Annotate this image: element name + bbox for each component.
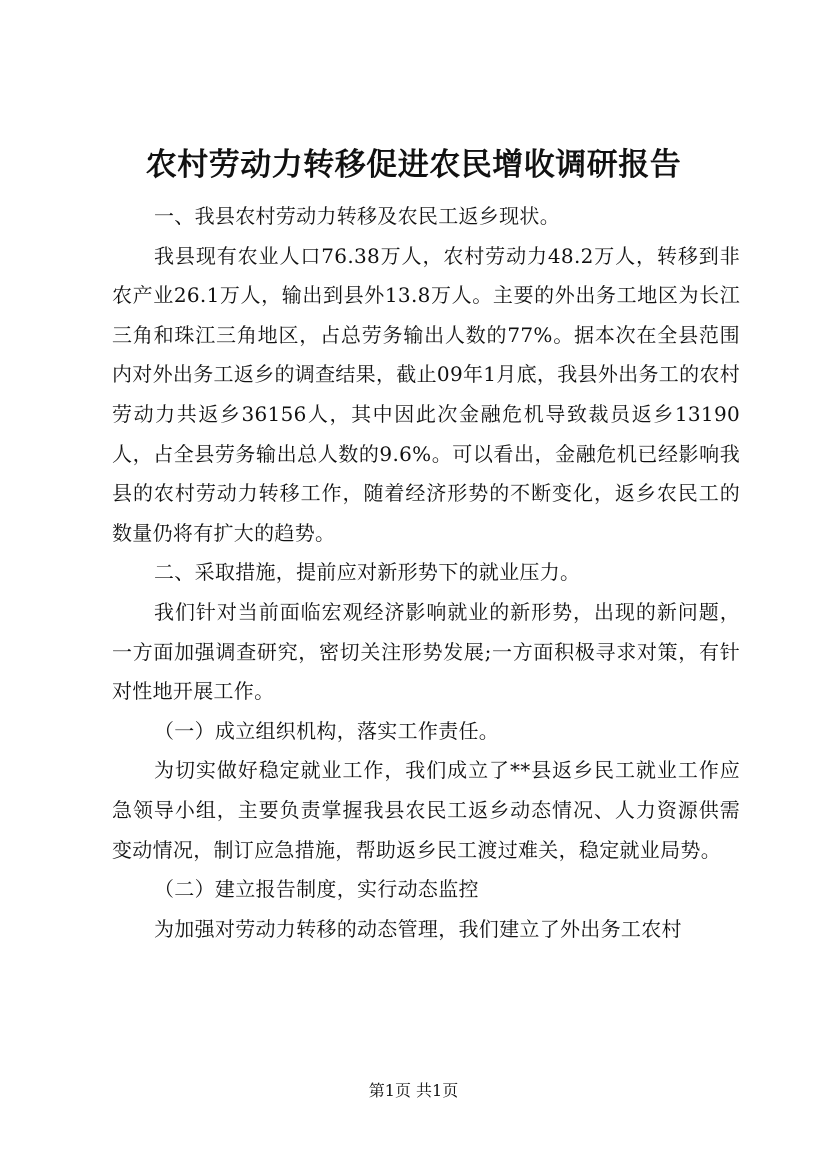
page-footer [0,1080,827,1102]
subsection-heading-1: （一）成立组织机构，落实工作责任。 [154,718,500,743]
document-title: 农村劳动力转移促进农民增收调研报告 [145,147,682,183]
paragraph-reporting: 为加强对劳动力转移的动态管理，我们建立了外出务工农村 [154,916,682,941]
document-body [112,197,740,949]
subsection-heading-2: （二）建立报告制度，实行动态监控 [154,877,479,902]
paragraph-measures: 我们针对当前面临宏观经济影响就业的新形势，出现的新问题，一方面加强调查研究，密切关注形势发展;一方面积极寻求对策，有针对性地开展工作。 [112,599,740,704]
section-heading-2: 二、采取措施，提前应对新形势下的就业压力。 [154,560,581,585]
section-heading-1: 一、我县农村劳动力转移及农民工返乡现状。 [154,204,560,228]
paragraph-organization: 为切实做好稳定就业工作，我们成立了**县返乡民工就业工作应急领导小组，主要负责掌握我县农民工返乡动态情况、人力资源供需变动情况，制订应急措施，帮助返乡民工渡过难关，稳定就业局势。 [112,758,740,862]
paragraph-status: 我县现有农业人口76.38万人，农村劳动力48.2万人，转移到非农产业26.1万人，输出到县外13.8万人。主要的外出务工地区为长江三角和珠江三角地区，占总劳务输出人数的77%。据本次在全县范围内对外出务工返乡的调查结果，截止09年1月底，我县外出务工的农村劳动力共返乡36156人，其中因此次金融危机导致裁员返乡13190人，占全县劳务输出总人数的9.6%。可以看出，金融危机已经影响我县的农村劳动力转移工作，随着经济形势的不断变化，返乡农民工的数量仍将有扩大的趋势。 [112,243,740,545]
page-number-label: 第1页 共1页 [368,1081,459,1100]
